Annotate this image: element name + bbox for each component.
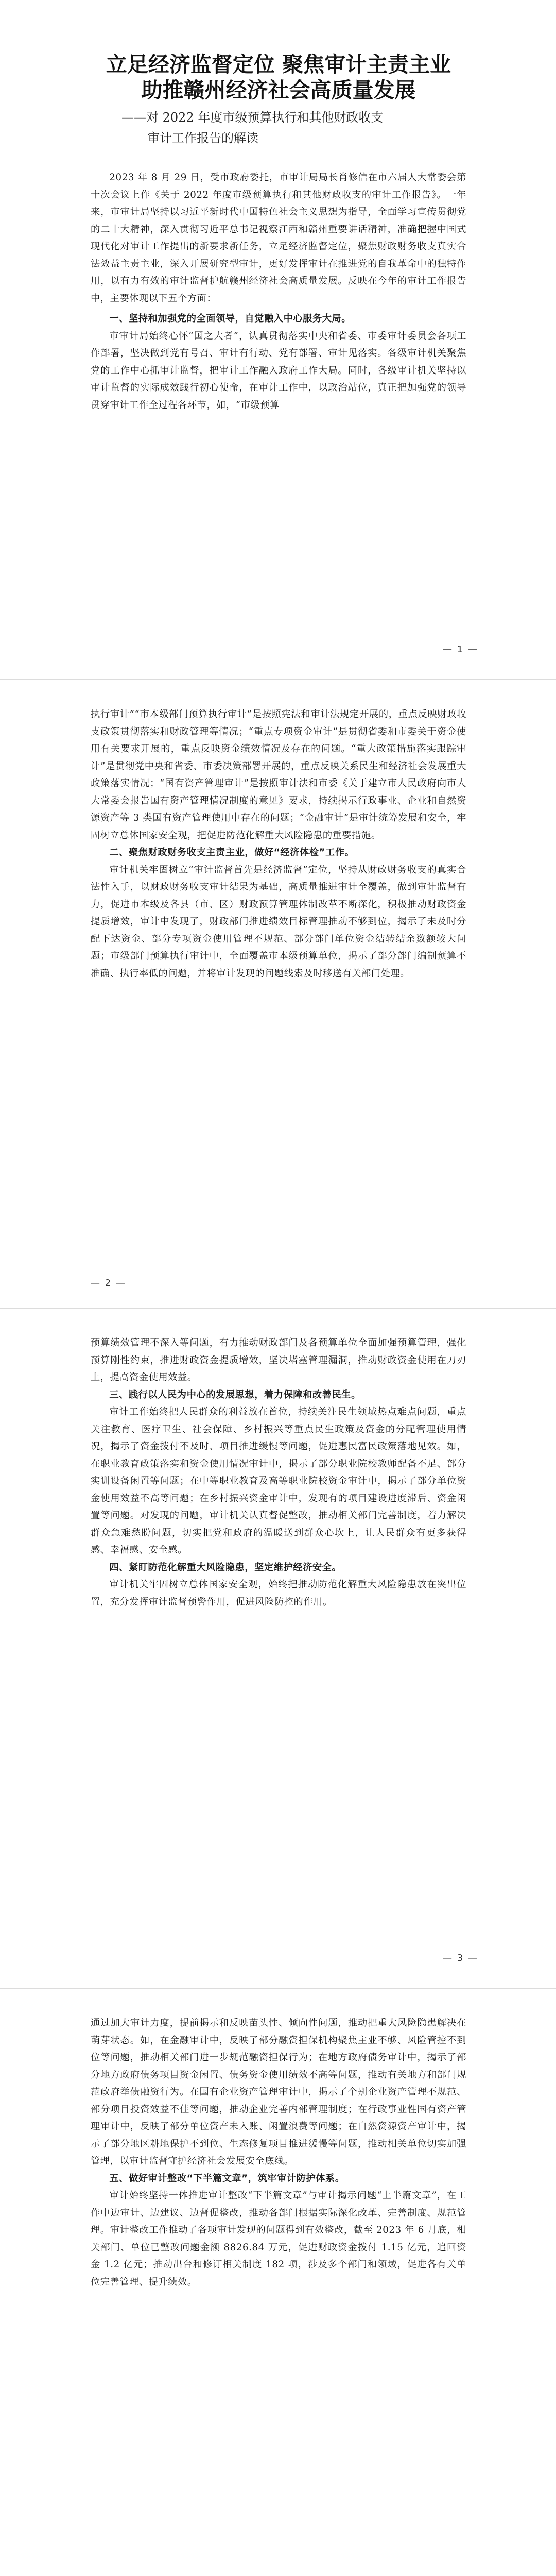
page-3-content [91,1334,466,1611]
section-2-body-continued: 预算绩效管理不深入等问题，有力推动财政部门及各预算单位全面加强预算管理，强化预算刚性约束，推进财政资金提质增效，坚决堵塞管理漏洞，推动财政资金使用在刀刃上，提高资金使用效益。 [91,1337,466,1383]
document-title-line-2: 助推赣州经济社会高质量发展 [141,78,416,103]
page-divider [0,1988,556,1989]
page-divider [0,1308,556,1309]
section-3-body: 审计工作始终把人民群众的利益放在首位，持续关注民生领域热点难点问题，重点关注教育、医疗卫生、社会保障、乡村振兴等重点民生政策及资金的分配管理使用情况，揭示了资金拨付不及时、项目推进缓慢等问题，促进惠民富民政策落地见效。如，在职业教育政策落实和资金使用情况审计中，揭示了部分职业院校教师配备不足、部分实训设备闲置等问题；在中等职业教育及高等职业院校资金审计中，揭示了部分单位资金使用效益不高等问题；在乡村振兴资金审计中，发现有的项目建设进度滞后、资金闲置等问题。对发现的问题，审计机关认真督促整改，推动相关部门完善制度，着力解决群众急难愁盼问题，切实把党和政府的温暖送到群众心坎上，让人民群众有更多获得感、幸福感、安全感。 [91,1406,466,1555]
section-4-body: 审计机关牢固树立总体国家安全观，始终把推动防范化解重大风险隐患放在突出位置，充分发挥审计监督预警作用，促进风险防控的作用。 [91,1579,466,1607]
intro-paragraph: 2023 年 8 月 29 日，受市政府委托，市审计局局长肖修信在市六届人大常委会第十次会议上作《关于 2022 年度市级预算执行和其他财政收支的审计工作报告》。一年来，市审计局坚持以习近平新时代中国特色社会主义思想为指导，全面学习宣传贯彻党的二十大精神，深入贯彻习近平总书记视察江西和赣州重要讲话精神，准确把握中国式现代化对审计工作提出的新要求新任务，立足经济监督定位，聚焦财政财务收支真实合法效益主责主业，深入开展研究型审计，更好发挥审计在推进党的自我革命中的独特作用，以有力有效的审计监督护航赣州经济社会高质量发展。反映在今年的审计工作报告中，主要体现以下五个方面： [91,172,466,304]
document-subtitle-line-1: ——对 2022 年度市级预算执行和其他财政收支 [121,110,384,125]
section-1-body: 市审计局始终心怀“国之大者”，认真贯彻落实中央和省委、市委审计委员会各项工作部署，坚决做到党有号召、审计有行动、党有部署、审计见落实。各级审计机关聚焦党的工作中心抓审计监督，把审计工作融入政府工作大局。同时，各级审计机关坚持以审计监督的实际成效践行初心使命，在审计工作中，以政治站位，真正把加强党的领导贯穿审计工作全过程各环节，如，“市级预算 [91,330,466,411]
page-2 [0,690,556,1298]
document-title-line-1: 立足经济监督定位 聚焦审计主责主业 [106,52,451,77]
page-2-content [91,706,466,982]
section-2-heading: 二、聚焦财政财务收支主责主业，做好“经济体检”工作。 [109,847,355,858]
page-1-content [91,52,466,414]
page-3 [0,1319,556,1978]
page-number: — 1 — [443,644,478,655]
section-5-heading: 五、做好审计整改“下半篇文章”，筑牢审计防护体系。 [109,2173,345,2184]
page-4-content [91,2014,466,2291]
section-2-body: 审计机关牢固树立“审计监督首先是经济监督”定位，坚持从财政财务收支的真实合法性入手，以财政财务收支审计结果为基础，高质量推进审计全覆盖，做到审计监督有力，促进市本级及各县（市、区）财政预算管理体制改革不断深化，积极推动财政资金提质增效，审计中发现了，财政部门推进绩效目标管理推动不够到位，揭示了未及时分配下达资金、部分专项资金使用管理不规范、部分部门单位资金结转结余数额较大问题；市级部门预算执行审计中，全面覆盖市本级预算单位，揭示了部分部门编制预算不准确、执行率低的问题，并将审计发现的问题线索及时移送有关部门处理。 [91,864,466,979]
page-number: — 2 — [91,1278,126,1289]
page-1 [0,31,556,670]
section-1-body-continued: 执行审计”“市本级部门预算执行审计”是按照宪法和审计法规定开展的，重点反映财政收支政策贯彻落实和财政管理等情况；“重点专项资金审计”是贯彻省委和市委关于资金使用有关要求开展的，重点反映资金绩效情况及存在的问题。“重大政策措施落实跟踪审计”是贯彻党中央和省委、市委决策部署开展的，重点反映关系民生和经济社会发展重大政策落实情况；“国有资产管理审计”是按照审计法和市委《关于建立市人民政府向市人大常委会报告国有资产管理情况制度的意见》要求，持续揭示行政事业、企业和自然资源资产等 3 类国有资产管理使用中存在的问题；“金融审计”是审计统筹发展和安全，牢固树立总体国家安全观，把促进防范化解重大风险隐患的重要措施。 [91,709,466,841]
section-1-heading: 一、坚持和加强党的全面领导，自觉融入中心服务大局。 [109,313,352,324]
section-4-heading: 四、紧盯防范化解重大风险隐患，坚定维护经济安全。 [109,1562,342,1573]
page-4 [0,1999,556,2576]
section-5-body: 审计始终坚持一体推进审计整改“下半篇文章”与审计揭示问题“上半篇文章”，在工作中边审计、边建议、边督促整改，推动各部门根据实际深化改革、完善制度、规范管理。审计整改工作推动了各项审计发现的问题得到有效整改，截至 2023 年 6 月底，相关部门、单位已整改问题金额 8826.84 万元，促进财政资金拨付 1.15 亿元，追回资金 1.2 亿元；推动出台和修订相关制度 182 项，涉及多个部门和领域，促进各有关单位完善管理、提升绩效。 [91,2190,466,2287]
page-divider [0,679,556,680]
page-number: — 3 — [443,1953,478,1963]
section-3-heading: 三、践行以人民为中心的发展思想，着力保障和改善民生。 [109,1389,361,1400]
section-4-body-continued: 通过加大审计力度，提前揭示和反映苗头性、倾向性问题，推动把重大风险隐患解决在萌芽状态。如，在金融审计中，反映了部分融资担保机构聚焦主业不够、风险管控不到位等问题，推动相关部门进一步规范融资担保行为；在地方政府债务审计中，揭示了部分地方政府债务项目资金闲置、债务资金使用绩效不高等问题，推动有关地方和部门规范政府举债融资行为。在国有企业资产管理审计中，揭示了个别企业资产管理不规范、部分项目投资效益不佳等问题，推动企业完善内部管理制度；在行政事业性国有资产管理审计中，反映了部分单位资产未入账、闲置浪费等问题；在自然资源资产审计中，揭示了部分地区耕地保护不到位、生态修复项目推进缓慢等问题，推动相关单位切实加强管理，以审计监督守护经济社会发展安全底线。 [91,2018,466,2166]
document-subtitle-line-2: 审计工作报告的解读 [147,131,258,145]
